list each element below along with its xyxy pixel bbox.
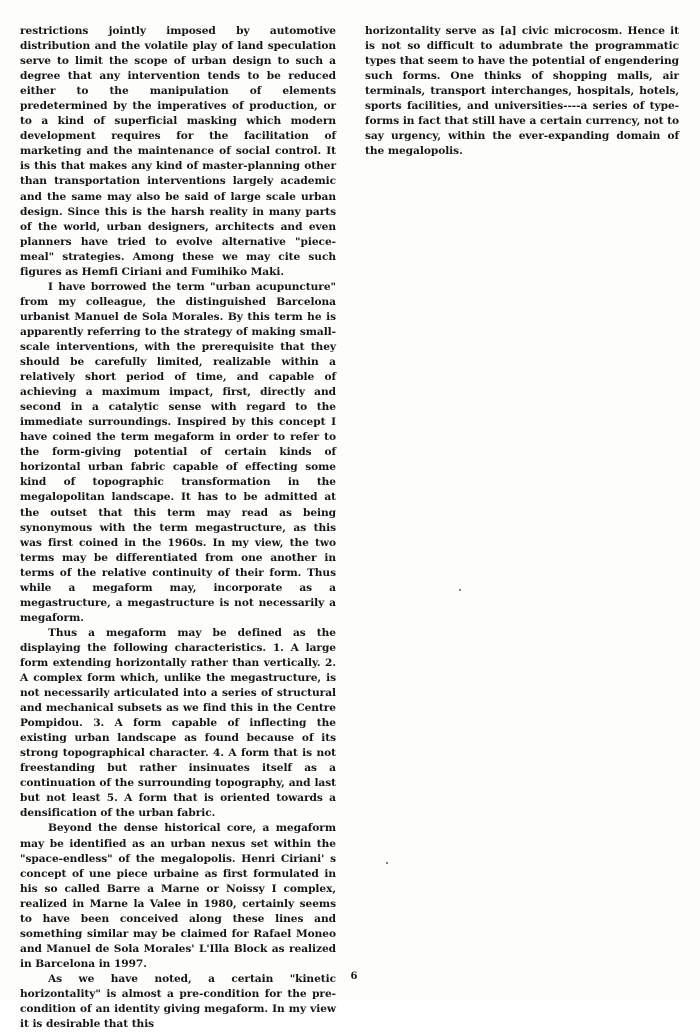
paragraph: horizontality serve as [a] civic microcosm. Hence it is not so difficult to adumbrate the programmatic types that seem to have the potential of engendering such forms. One thinks of shopping malls, air terminals, transport interchanges, hospitals, hotels, sports facilities, and universities----a series of type-forms in fact that still have a certain currency, not to say urgency, within the ever-expanding domain of the megalopolis. bbox=[365, 25, 679, 158]
scan-speck bbox=[459, 589, 461, 591]
right-column bbox=[365, 24, 679, 159]
paragraph: Thus a megaform may be defined as the displaying the following characteristics. 1. A large form extending horizontally rather than vertically. 2. A complex form which, unlike the megastructure, is not necessarily articulated into a series of structural and mechanical subsets as we find this in the Centre Pompidou. 3. A form capable of inflecting the existing urban landscape as found because of its strong topographical character. 4. A form that is not freestanding but rather insinuates itself as a continuation of the surrounding topography, and last but not least 5. A form that is oriented towards a densification of the urban fabric. bbox=[20, 626, 336, 820]
paragraph: restrictions jointly imposed by automotive distribution and the volatile play of land speculation serve to limit the scope of urban design to such a degree that any intervention tends to be reduced either to the manipulation of elements predetermined by the imperatives of production, or to a kind of superficial masking which modern development requires for the facilitation of marketing and the maintenance of social control. It is this that makes any kind of master-planning other than transportation interventions largely academic and the same may also be said of large scale urban design. Since this is the harsh reality in many parts of the world, urban designers, architects and even planners have tried to evolve alternative "piece-meal" strategies. Among these we may cite such figures as Hemfi Ciriani and Fumihiko Maki. bbox=[20, 25, 336, 278]
paragraph: I have borrowed the term "urban acupuncture" from my colleague, the distinguished Barcelona urbanist Manuel de Sola Morales. By this term he is apparently referring to the strategy of making small-scale interventions, with the prerequisite that they should be carefully limited, realizable within a relatively short period of time, and capable of achieving a maximum impact, first, directly and second in a catalytic sense with regard to the immediate surroundings. Inspired by this concept I have coined the term megaform in order to refer to the form-giving potential of certain kinds of horizontal urban fabric capable of effecting some kind of topographic transformation in the megalopolitan landscape. It has to be admitted at the outset that this term may read as being synonymous with the term megastructure, as this was first coined in the 1960s. In my view, the two terms may be differentiated from one another in terms of the relative continuity of their form. Thus while a megaform may, incorporate as a megastructure, a megastructure is not necessarily a megaform. bbox=[20, 280, 336, 624]
page-number: 6 bbox=[350, 971, 358, 982]
scan-speck bbox=[386, 862, 388, 864]
left-column bbox=[20, 24, 336, 1032]
paragraph: Beyond the dense historical core, a megaform may be identified as an urban nexus set within the "space-endless" of the megalopolis. Henri Ciriani' s concept of une piece urbaine as first formulated in his so called Barre a Marne or Noissy I complex, realized in Marne la Valee in 1980, certainly seems to have been conceived along these lines and something similar may be claimed for Rafael Moneo and Manuel de Sola Morales' L'Illa Block as realized in Barcelona in 1997. bbox=[20, 822, 336, 970]
paragraph: As we have noted, a certain "kinetic horizontality" is almost a pre-condition for the pre-condition of an identity giving megaform. In my view it is desirable that this bbox=[20, 972, 336, 1031]
